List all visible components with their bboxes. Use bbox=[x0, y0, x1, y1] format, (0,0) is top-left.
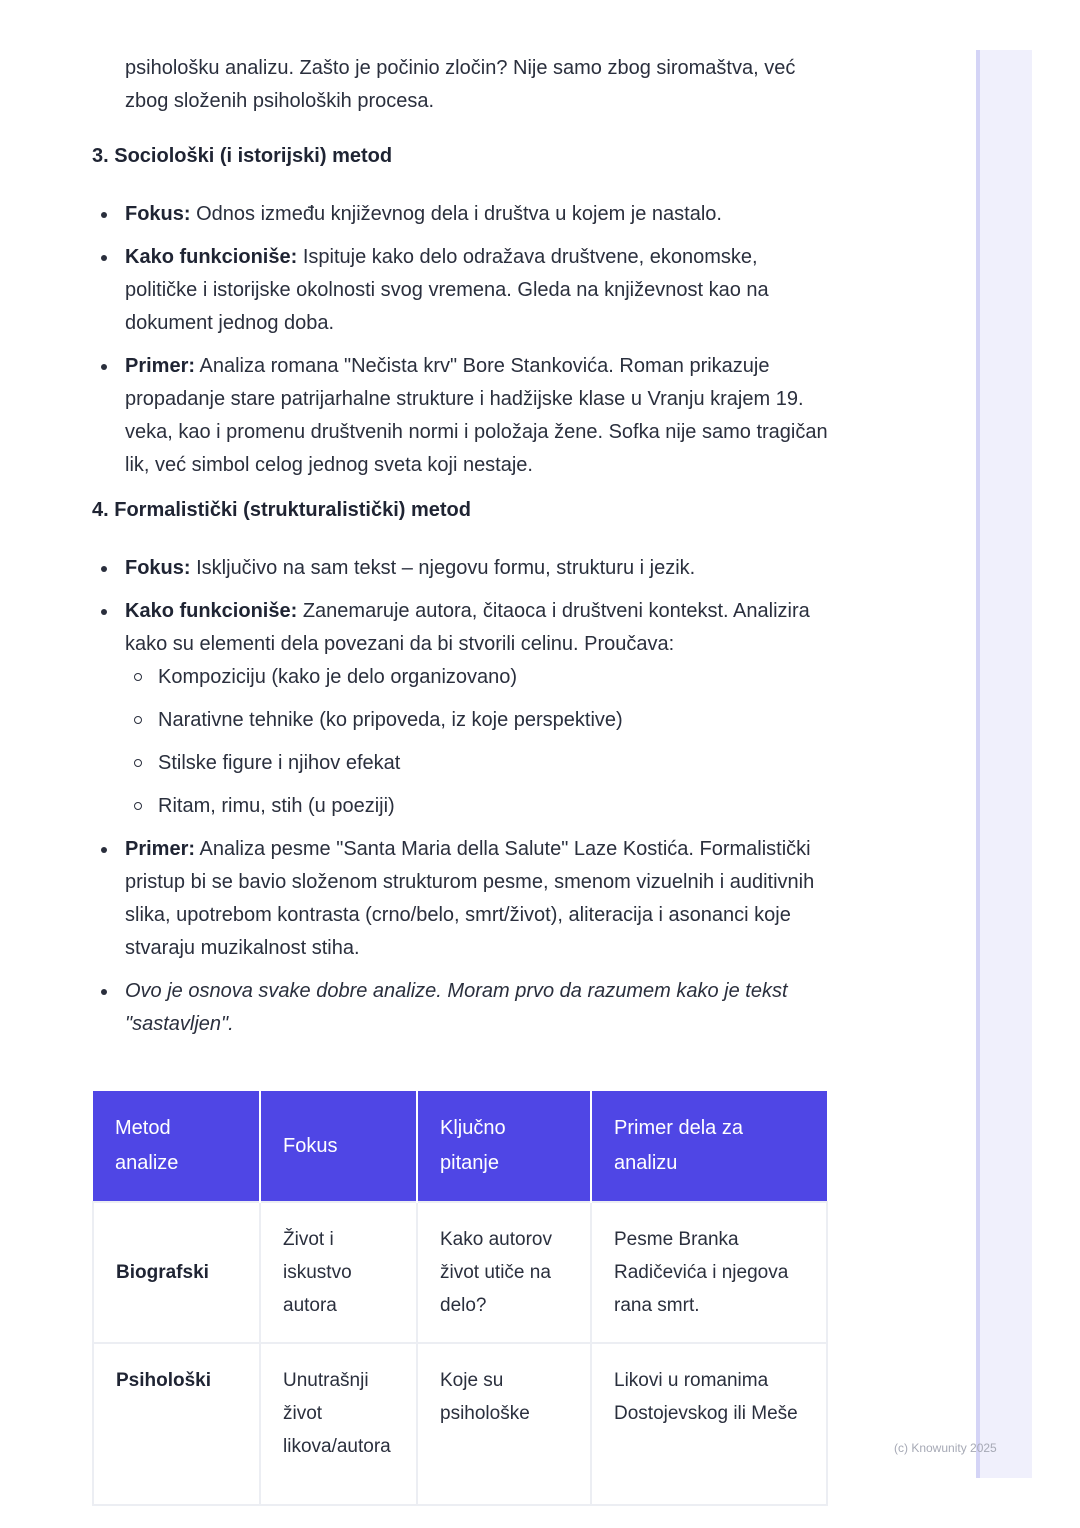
table-cell: Život i iskustvo autora bbox=[260, 1202, 417, 1343]
fokus-label: Fokus: bbox=[125, 557, 191, 579]
kako-text: Ispituje kako delo odražava društvene, ekonomske, političke i istorijske okolnosti svog vremena. Gleda na književnost kao na dokument jednog doba. bbox=[125, 246, 769, 334]
side-panel-border bbox=[976, 50, 980, 1478]
table-cell: Likovi u romanima Dostojevskog ili Meše bbox=[591, 1343, 827, 1505]
sub-list bbox=[125, 661, 832, 823]
section-4-heading: 4. Formalistički (strukturalistički) metod bbox=[92, 499, 471, 521]
comparison-table bbox=[92, 1091, 828, 1506]
list-item bbox=[92, 350, 832, 482]
sub-list-item: Ritam, rimu, stih (u poeziji) bbox=[125, 790, 832, 823]
kako-label: Kako funkcioniše: bbox=[125, 246, 298, 268]
table-cell: Kako autorov život utiče na delo? bbox=[417, 1202, 591, 1343]
sub-list-item: Kompoziciju (kako je delo organizovano) bbox=[125, 661, 832, 694]
primer-text: Analiza pesme "Santa Maria della Salute" Laze Kostića. Formalistički pristup bi se bavio složenom strukturom pesme, smenom vizuelnih i auditivnih slika, upotrebom kontrasta (crno/belo, smrt/život), aliteracija i asonanci koje stvaraju muzikalnost stiha. bbox=[125, 838, 815, 959]
fokus-label: Fokus: bbox=[125, 203, 191, 225]
primer-label: Primer: bbox=[125, 355, 196, 377]
kako-label: Kako funkcioniše: bbox=[125, 600, 298, 622]
list-item bbox=[92, 241, 832, 340]
side-panel bbox=[976, 50, 1032, 1478]
table-row bbox=[93, 1343, 827, 1505]
column-header: Fokus bbox=[260, 1091, 417, 1202]
list-item bbox=[92, 552, 832, 585]
table-cell: Pesme Branka Radičevića i njegova rana smrt. bbox=[591, 1202, 827, 1343]
note-text: Ovo je osnova svake dobre analize. Moram prvo da razumem kako je tekst "sastavljen". bbox=[125, 980, 788, 1035]
section-3-list bbox=[92, 198, 832, 482]
table-cell: Koje su psihološke bbox=[417, 1343, 591, 1505]
content-column bbox=[92, 52, 832, 1051]
list-item bbox=[92, 833, 832, 965]
fokus-text: Odnos između književnog dela i društva u kojem je nastalo. bbox=[190, 203, 722, 225]
kako-text: Zanemaruje autora, čitaoca i društveni kontekst. Analizira kako su elementi dela povezani da bi stvorili celinu. Proučava: bbox=[125, 600, 810, 655]
intro-paragraph: psihološku analizu. Zašto je počinio zločin? Nije samo zbog siromaštva, već zbog složenih psiholoških procesa. bbox=[125, 57, 796, 112]
sub-list-item: Stilske figure i njihov efekat bbox=[125, 747, 832, 780]
column-header: Ključno pitanje bbox=[417, 1091, 591, 1202]
table-row bbox=[93, 1202, 827, 1343]
list-item bbox=[92, 198, 832, 231]
primer-text: Analiza romana "Nečista krv" Bore Stankovića. Roman prikazuje propadanje stare patrijarhalne strukture i hadžijske klase u Vranju krajem 19. veka, kao i promenu društvenih normi i položaja žene. Sofka nije samo tragičan lik, već simbol celog jednog sveta koji nestaje. bbox=[125, 355, 828, 476]
table-cell: Psihološki bbox=[93, 1343, 260, 1505]
section-4-list bbox=[92, 552, 832, 1041]
fokus-text: Isključivo na sam tekst – njegovu formu, strukturu i jezik. bbox=[190, 557, 696, 579]
list-item bbox=[92, 595, 832, 823]
primer-label: Primer: bbox=[125, 838, 196, 860]
list-item bbox=[92, 975, 832, 1041]
section-3-heading: 3. Sociološki (i istorijski) metod bbox=[92, 145, 393, 167]
column-header: Metod analize bbox=[93, 1091, 260, 1202]
table-cell: Unutrašnji život likova/autora bbox=[260, 1343, 417, 1505]
table-header-row bbox=[93, 1091, 827, 1202]
table-cell: Biografski bbox=[93, 1202, 260, 1343]
watermark: (c) Knowunity 2025 bbox=[894, 1441, 997, 1455]
sub-list-item: Narativne tehnike (ko pripoveda, iz koje perspektive) bbox=[125, 704, 832, 737]
column-header: Primer dela za analizu bbox=[591, 1091, 827, 1202]
